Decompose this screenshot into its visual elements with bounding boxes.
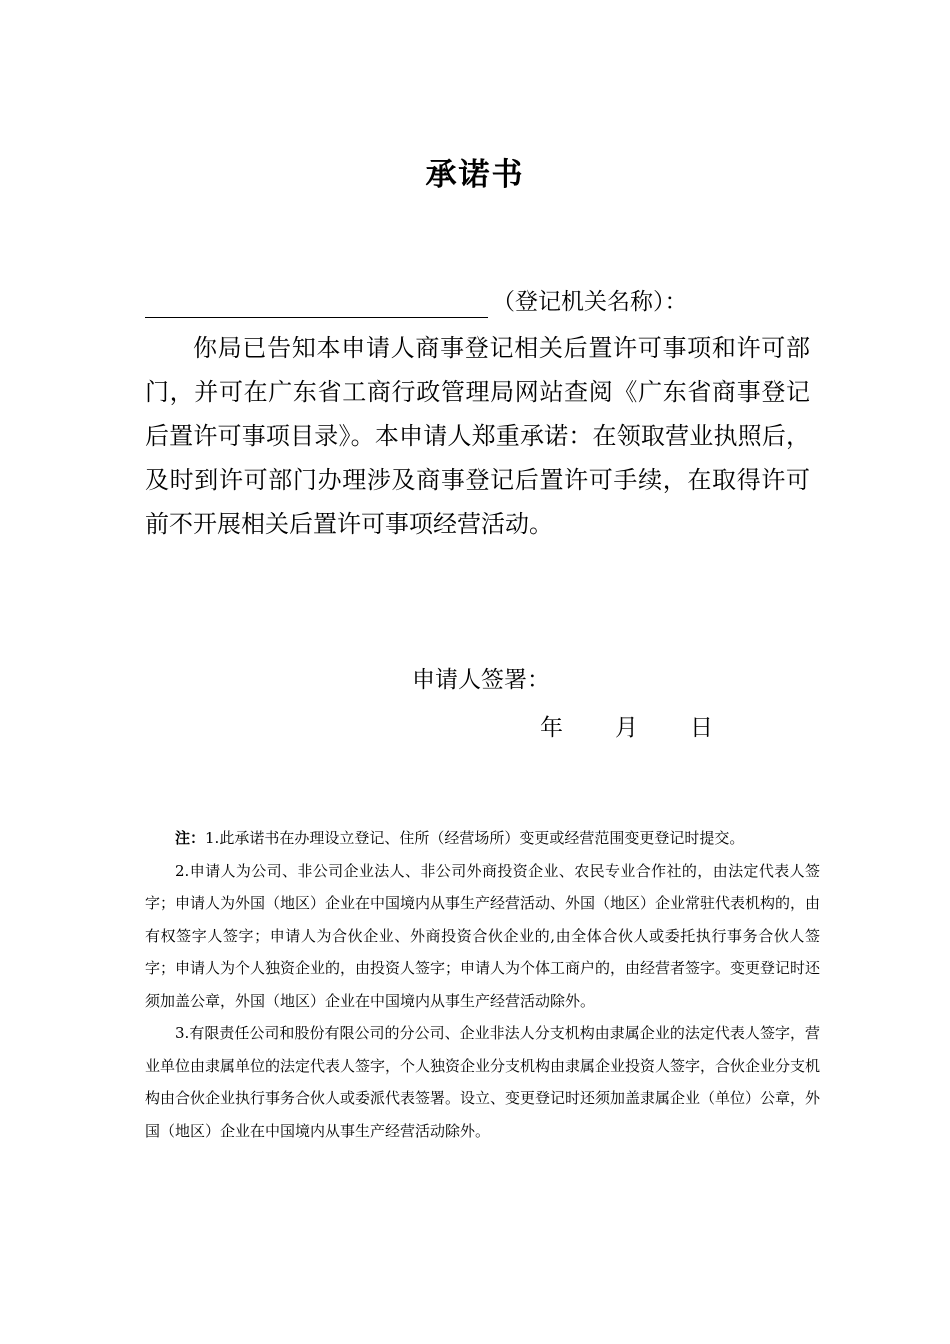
document-title: 承诺书 [425, 157, 525, 193]
note-item-3: 3.有限责任公司和股份有限公司的分公司、企业非法人分支机构由隶属企业的法定代表人签字，营业单位由隶属单位的法定代表人签字，个人独资企业分支机构由隶属企业投资人签字，合伙企业分支机构由合伙企业执行事务合伙人或委派代表签署。设立、变更登记时还须加盖隶属企业（单位）公章，外国（地区）企业在中国境内从事生产经营活动除外。 [145, 1024, 821, 1140]
addressee-label: （登记机关名称）： [492, 289, 688, 315]
registration-authority-blank [145, 287, 488, 318]
applicant-signature-label: 申请人签署： [412, 667, 550, 693]
signature-date [540, 710, 713, 746]
notes-head: 注： [175, 829, 206, 847]
addressee-line [145, 282, 688, 318]
date-day-label: 日 [690, 715, 713, 741]
date-year-label: 年 [540, 715, 563, 741]
note-item-2: 2.申请人为公司、非公司企业法人、非公司外商投资企业、农民专业合作社的，由法定代表人签字；申请人为外国（地区）企业在中国境内从事生产经营活动、外国（地区）企业常驻代表机构的，由有权签字人签字；申请人为合伙企业、外商投资合伙企业的,由全体合伙人或委托执行事务合伙人签字；申请人为个人独资企业的，由投资人签字；申请人为个体工商户的，由经营者签字。变更登记时还须加盖公章，外国（地区）企业在中国境内从事生产经营活动除外。 [145, 861, 821, 1010]
notes-section [145, 822, 820, 1147]
date-month-label: 月 [615, 715, 638, 741]
note-text-1: 1.此承诺书在办理设立登记、住所（经营场所）变更或经营范围变更登记时提交。 [205, 829, 745, 847]
commitment-body: 你局已告知本申请人商事登记相关后置许可事项和许可部门，并可在广东省工商行政管理局网站查阅《广东省商事登记后置许可事项目录》。本申请人郑重承诺：在领取营业执照后，及时到许可部门办理涉及商事登记后置许可手续，在取得许可前不开展相关后置许可事项经营活动。 [145, 334, 810, 538]
note-item-1 [145, 822, 820, 855]
